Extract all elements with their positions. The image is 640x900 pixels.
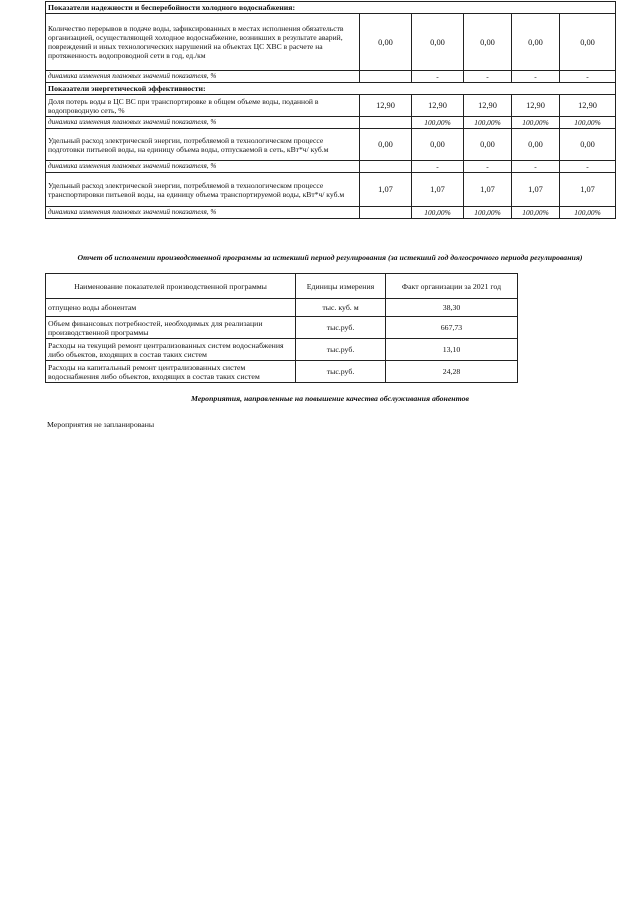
indicator-value: 12,90 bbox=[360, 95, 412, 117]
table-row bbox=[46, 173, 616, 207]
energy-section-title: Показатели энергетической эффективности: bbox=[46, 83, 616, 95]
energy-section-row bbox=[46, 83, 616, 95]
indicator-value: 0,00 bbox=[512, 14, 560, 71]
dynamics-value: 100,00% bbox=[512, 207, 560, 219]
report-indicator-name: Объем финансовых потребностей, необходимых для реализации производственной программы bbox=[46, 317, 296, 339]
table-row bbox=[46, 207, 616, 219]
table-row bbox=[46, 317, 518, 339]
report-value: 38,30 bbox=[386, 299, 518, 317]
indicator-label: Доля потерь воды в ЦС ВС при транспортировке в общем объеме воды, поданной в водопроводную сеть, % bbox=[46, 95, 360, 117]
dynamics-value: 100,00% bbox=[560, 117, 616, 129]
dynamics-value: 100,00% bbox=[512, 117, 560, 129]
indicator-value: 0,00 bbox=[464, 129, 512, 161]
dynamics-value: - bbox=[560, 161, 616, 173]
dynamics-value: - bbox=[512, 161, 560, 173]
table-row bbox=[46, 117, 616, 129]
indicator-value: 0,00 bbox=[560, 129, 616, 161]
dynamics-value bbox=[360, 117, 412, 129]
report-indicator-name: отпущено воды абонентам bbox=[46, 299, 296, 317]
dynamics-value: - bbox=[412, 161, 464, 173]
indicator-label: Удельный расход электрической энергии, потребляемой в технологическом процессе транспортировки питьевой воды, на единицу объема транспортируемой воды, кВт*ч/ куб.м bbox=[46, 173, 360, 207]
table-row bbox=[46, 299, 518, 317]
indicator-value: 12,90 bbox=[412, 95, 464, 117]
dynamics-label: динамика изменения плановых значений показателя, % bbox=[46, 71, 360, 83]
indicator-value: 0,00 bbox=[360, 14, 412, 71]
indicators-table bbox=[45, 1, 616, 219]
indicator-value: 12,90 bbox=[512, 95, 560, 117]
indicator-value: 1,07 bbox=[464, 173, 512, 207]
dynamics-value: 100,00% bbox=[412, 207, 464, 219]
dynamics-value bbox=[360, 71, 412, 83]
dynamics-value: - bbox=[412, 71, 464, 83]
report-value: 13,10 bbox=[386, 339, 518, 361]
measures-note: Мероприятия не запланированы bbox=[47, 420, 155, 429]
column-header: Единицы измерения bbox=[296, 274, 386, 299]
indicator-value: 0,00 bbox=[412, 129, 464, 161]
dynamics-value: - bbox=[560, 71, 616, 83]
dynamics-label: динамика изменения плановых значений показателя, % bbox=[46, 117, 360, 129]
dynamics-value: 100,00% bbox=[464, 207, 512, 219]
dynamics-value: - bbox=[464, 71, 512, 83]
indicator-value: 1,07 bbox=[412, 173, 464, 207]
table-row bbox=[46, 14, 616, 71]
dynamics-value: - bbox=[464, 161, 512, 173]
indicator-value: 0,00 bbox=[560, 14, 616, 71]
indicator-value: 1,07 bbox=[560, 173, 616, 207]
table-row bbox=[46, 71, 616, 83]
indicator-label: Количество перерывов в подаче воды, зафиксированных в местах исполнения обязательств организацией, осуществляющей холодное водоснабжение, возникших в результате аварий, повреждений и иных технологических нарушений на объектах ЦС ХВС в расчете на протяженность водопроводной сети в год, ед./км bbox=[46, 14, 360, 71]
report-table bbox=[45, 273, 518, 383]
indicator-value: 12,90 bbox=[464, 95, 512, 117]
report-unit: тыс.руб. bbox=[296, 361, 386, 383]
report-unit: тыс. куб. м bbox=[296, 299, 386, 317]
table-row bbox=[46, 161, 616, 173]
indicator-value: 1,07 bbox=[512, 173, 560, 207]
table-row bbox=[46, 129, 616, 161]
dynamics-value: 100,00% bbox=[412, 117, 464, 129]
indicator-value: 0,00 bbox=[360, 129, 412, 161]
indicator-label: Удельный расход электрической энергии, потребляемой в технологическом процессе подготовки питьевой воды, на единицу объема воды, отпускаемой в сеть, кВт*ч/ куб.м bbox=[46, 129, 360, 161]
dynamics-value bbox=[360, 207, 412, 219]
report-indicator-name: Расходы на текущий ремонт централизованных систем водоснабжения либо объектов, входящих в состав таких систем bbox=[46, 339, 296, 361]
reliability-section-row bbox=[46, 2, 616, 14]
dynamics-value: - bbox=[512, 71, 560, 83]
indicator-value: 12,90 bbox=[560, 95, 616, 117]
dynamics-label: динамика изменения плановых значений показателя, % bbox=[46, 207, 360, 219]
indicator-value: 1,07 bbox=[360, 173, 412, 207]
indicator-value: 0,00 bbox=[412, 14, 464, 71]
table-row bbox=[46, 361, 518, 383]
indicator-value: 0,00 bbox=[464, 14, 512, 71]
report-header-row bbox=[46, 274, 518, 299]
dynamics-label: динамика изменения плановых значений показателя, % bbox=[46, 161, 360, 173]
dynamics-value: 100,00% bbox=[464, 117, 512, 129]
dynamics-value bbox=[360, 161, 412, 173]
dynamics-value: 100,00% bbox=[560, 207, 616, 219]
reliability-section-title: Показатели надежности и бесперебойности холодного водоснабжения: bbox=[46, 2, 616, 14]
report-value: 24,28 bbox=[386, 361, 518, 383]
column-header: Наименование показателей производственной программы bbox=[46, 274, 296, 299]
report-unit: тыс.руб. bbox=[296, 339, 386, 361]
table-row bbox=[46, 95, 616, 117]
report-indicator-name: Расходы на капитальный ремонт централизованных систем водоснабжения либо объектов, входящих в состав таких систем bbox=[46, 361, 296, 383]
measures-title: Мероприятия, направленные на повышение качества обслуживания абонентов bbox=[191, 394, 469, 403]
column-header: Факт организации за 2021 год bbox=[386, 274, 518, 299]
report-value: 667,73 bbox=[386, 317, 518, 339]
report-unit: тыс.руб. bbox=[296, 317, 386, 339]
report-title: Отчет об исполнении производственной программы за истекший период регулирования (за истекший год долгосрочного периода регулирования) bbox=[77, 253, 583, 262]
indicator-value: 0,00 bbox=[512, 129, 560, 161]
table-row bbox=[46, 339, 518, 361]
